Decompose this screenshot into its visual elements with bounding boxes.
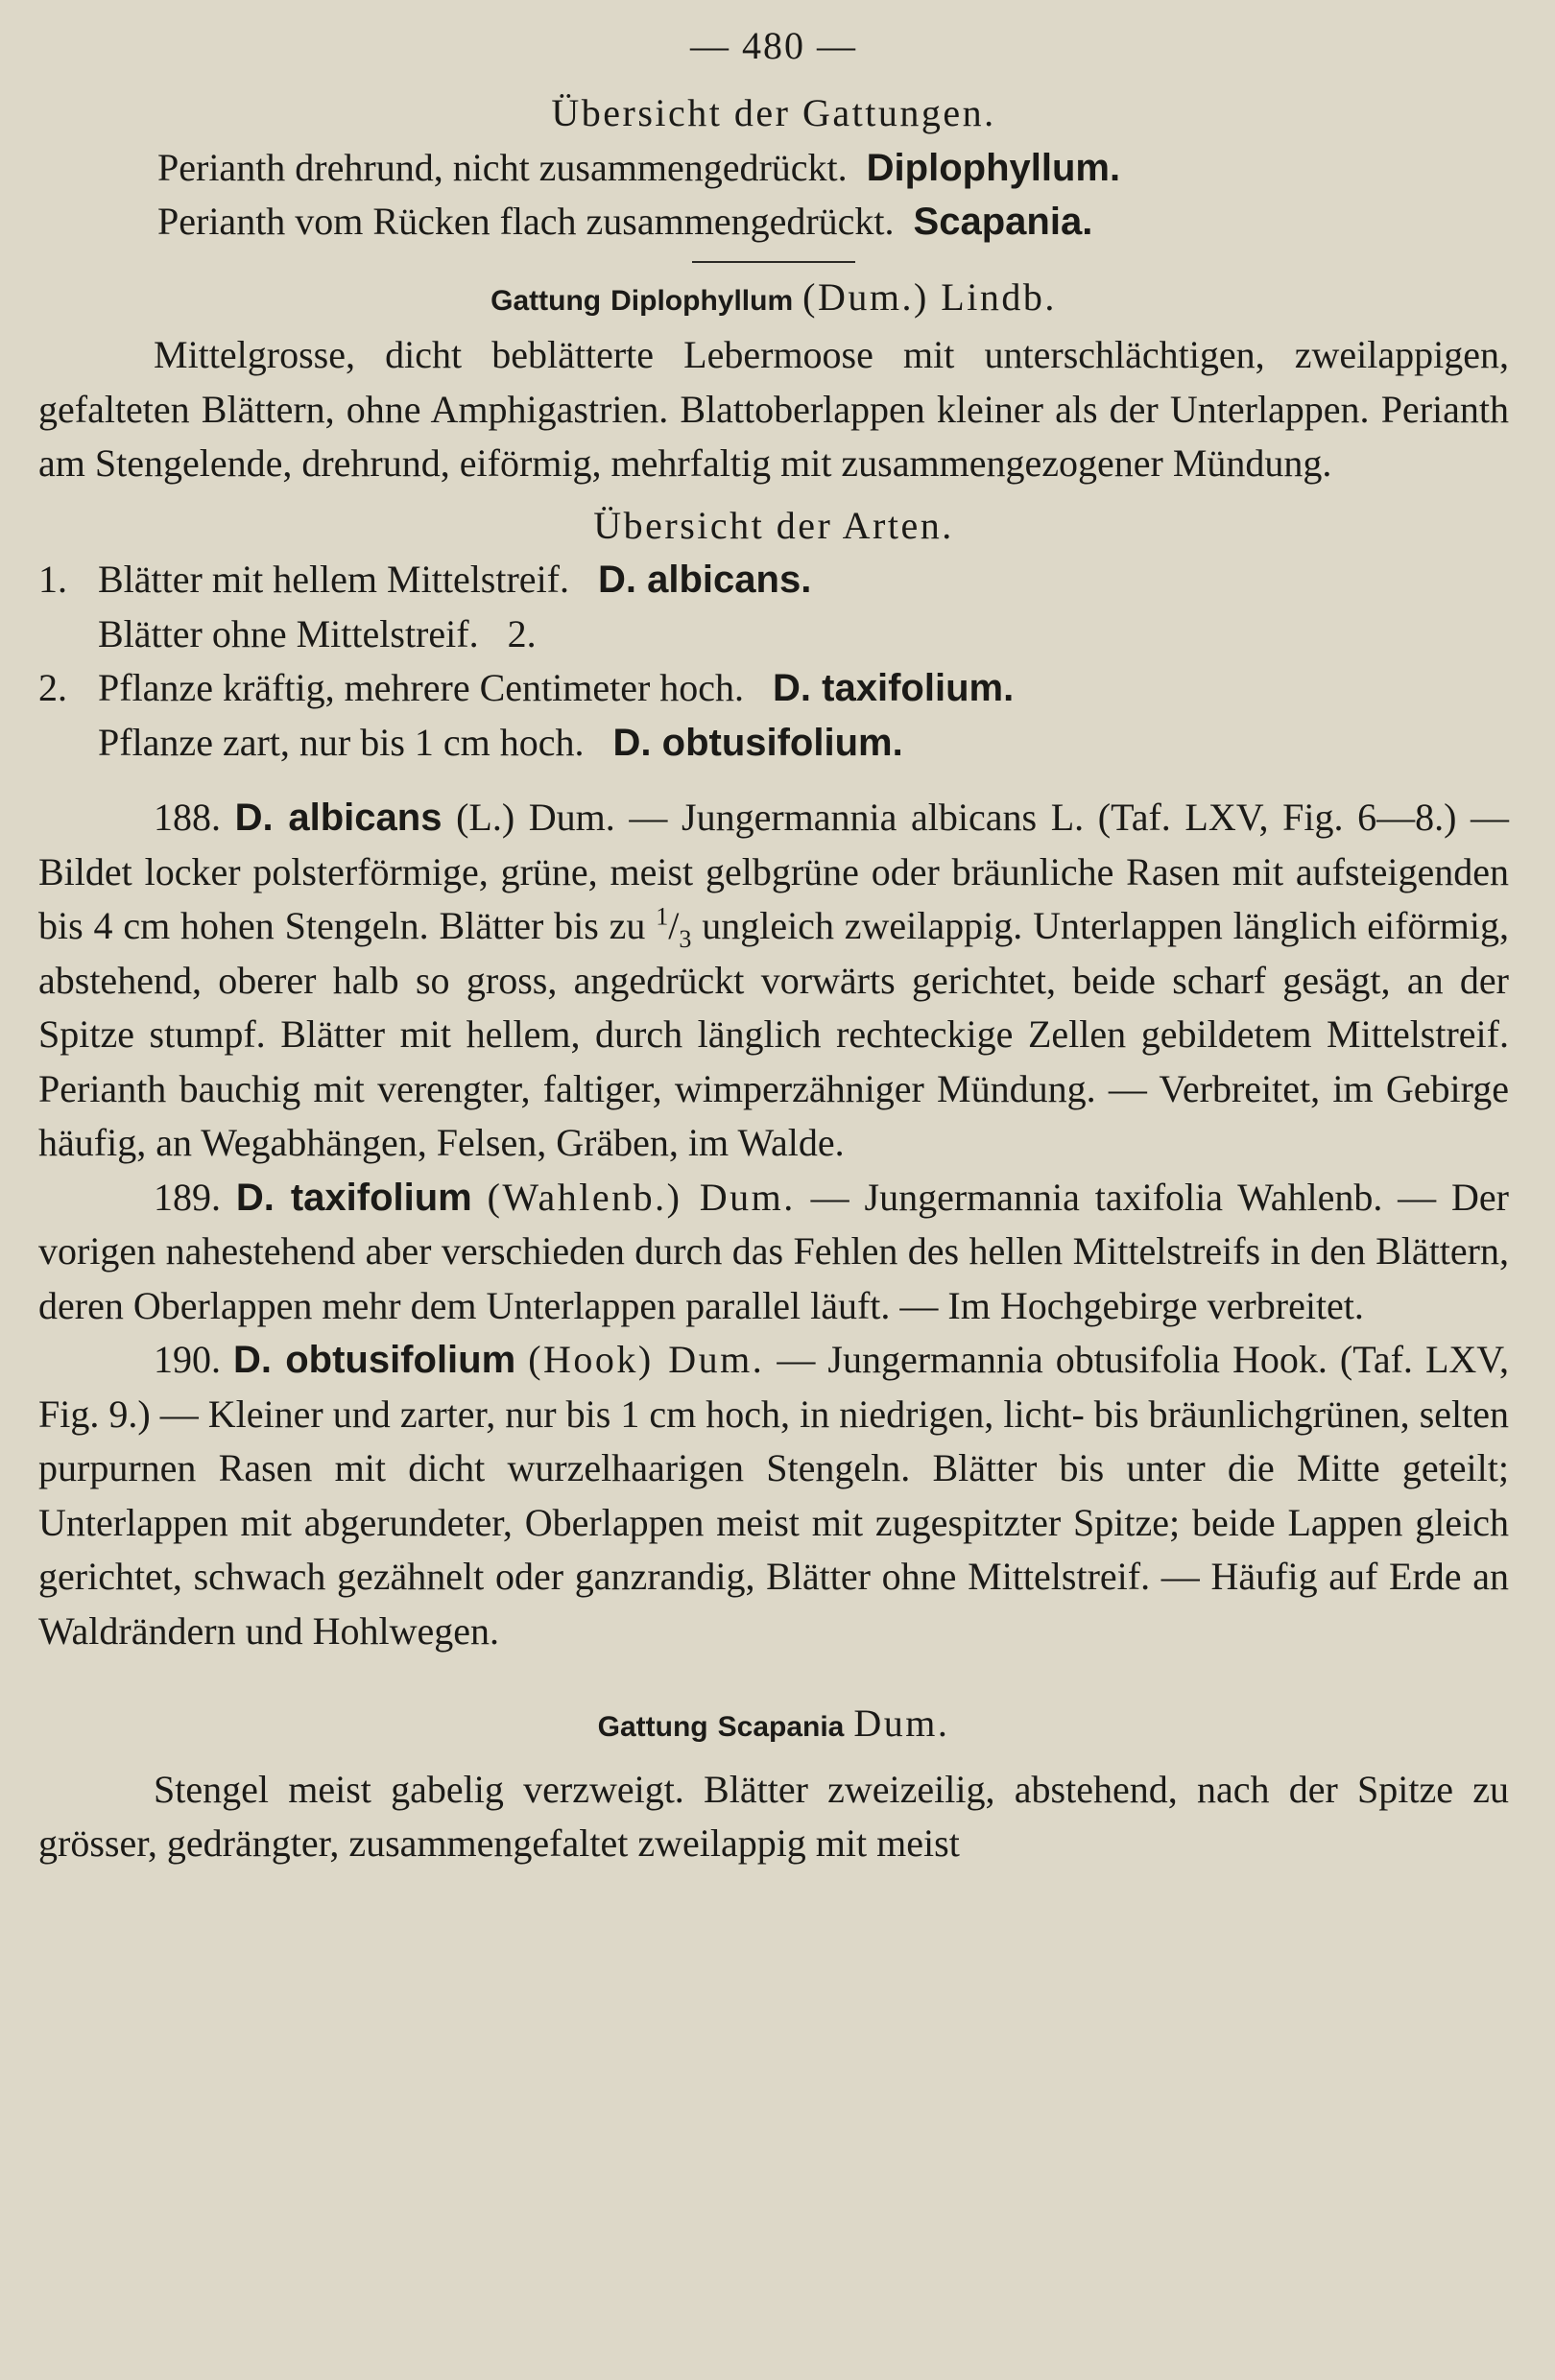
species-key-row [38,553,1509,607]
species-name: D. obtusifolium [233,1339,516,1381]
species-text: — Jungermannia taxifolia Wahlenb. — Der vorigen nahestehend aber verschieden durch das Fehlen des hellen Mittelstreifs in den Blättern, deren Oberlappen mehr dem Unterlappen parallel läuft. — Im Hochgebirge verbreitet. [38,1175,1509,1327]
species-overview-title: Übersicht der Arten. [593,503,954,547]
genus-description: Mittelgrosse, dicht beblätterte Lebermoose mit unterschlächtigen, zweilappigen, gefalteten Blättern, ohne Amphigastrien. Blattoberlappen kleiner als der Unterlappen. Perianth am Stengelende, drehrund, eiförmig, mehrfaltig mit zusammengezogener Mündung. [38,333,1509,485]
key-text: Blätter mit hellem Mittelstreif. [98,558,569,601]
species-author: (L.) Dum. [456,796,615,839]
species-entry-188 [38,791,1509,1171]
genus-heading-diplophyllum [38,271,1509,329]
species-author: (Wahlenb.) Dum. [487,1175,796,1219]
genus-label: Gattung [490,284,602,317]
species-key-row [38,607,1509,662]
key-number: 1. [38,558,67,601]
section-divider [692,261,855,263]
key-text: Pflanze zart, nur bis 1 cm hoch. [98,720,585,764]
species-key-row [38,716,1509,771]
species-name: D. taxifolium [235,1176,472,1219]
species-number: 190. [154,1338,221,1381]
genera-key-row [38,141,1509,196]
fraction-denominator: 3 [679,925,692,953]
key-text: Perianth drehrund, nicht zusammengedrückt. [157,145,848,189]
species-text: — Jungermannia obtusifolia Hook. (Taf. LXV, Fig. 9.) — Kleiner und zarter, nur bis 1 cm hoch, in niedrigen, licht- bis bräunlichgrünen, selten purpurnen Rasen mit dicht wurzelhaarigen Stengeln. Blätter bis unter die Mitte geteilt; Unterlappen mit abgerundeter, Oberlappen meist mit zugespitzter Spitze; beide Lappen gleich gerichtet, schwach gezähnelt oder ganzrandig, Blätter ohne Mittelstreif. — Häufig auf Erde an Waldrändern und Hohlwegen. [38,1338,1510,1653]
species-text: ungleich zweilappig. Unterlappen länglich eiförmig, abstehend, oberer halb so gross, angedrückt vorwärts gerichtet, beide scharf gesägt, an der Spitze stumpf. Blätter mit hellem, durch länglich rechteckige Zellen gebildetem Mittelstreif. Perianth bauchig mit verengter, faltiger, wimperzähniger Mündung. — Verbreitet, im Gebirge häufig, an Wegabhängen, Felsen, Gräben, im Walde. [38,904,1510,1164]
species-name: D. albicans [234,797,443,839]
key-text: Blätter ohne Mittelstreif. [98,611,479,655]
key-result: D. taxifolium. [773,667,1015,709]
fraction-numerator: 1 [656,902,669,931]
genus-author: (Dum.) Lindb. [802,274,1057,319]
species-key-row [38,661,1509,716]
page-number: — 480 — [690,24,857,67]
genus-heading-scapania [38,1697,1509,1755]
fraction: $^1/_3$ [656,902,692,953]
species-entry-189 [38,1171,1509,1334]
species-text: — Jungermannia albicans L. (Taf. LXV, Fig. 6—8.) — Bildet locker polsterförmige, grüne, meist gelbgrüne oder bräunliche Rasen mit aufsteigenden bis 4 cm hohen Stengeln. Blätter bis zu [38,796,1510,947]
genus-name: Scapania [717,1711,845,1743]
key-number: 2. [38,666,67,709]
species-number: 188. [154,796,221,839]
genera-key-row [38,195,1509,250]
key-result: D. obtusifolium. [612,721,903,764]
species-number: 189. [154,1175,221,1219]
key-text: Pflanze kräftig, mehrere Centimeter hoch. [98,666,745,709]
genus-name: Diplophyllum [610,284,794,317]
key-result: 2. [507,611,537,655]
genera-overview-title: Übersicht der Gattungen. [551,91,996,134]
key-result: Diplophyllum. [866,146,1121,189]
key-result: D. albicans. [598,559,812,601]
species-entry-190 [38,1333,1509,1658]
key-text: Perianth vom Rücken flach zusammengedrückt. [157,200,895,243]
genus-description: Stengel meist gabelig verzweigt. Blätter zweizeilig, abstehend, nach der Spitze zu grösser, gedrängter, zusammengefaltet zweilappig mit meist [38,1767,1509,1865]
key-result: Scapania. [913,201,1093,243]
genus-author: Dum. [853,1702,950,1745]
species-author: (Hook) Dum. [528,1338,765,1381]
genus-label: Gattung [597,1711,708,1743]
